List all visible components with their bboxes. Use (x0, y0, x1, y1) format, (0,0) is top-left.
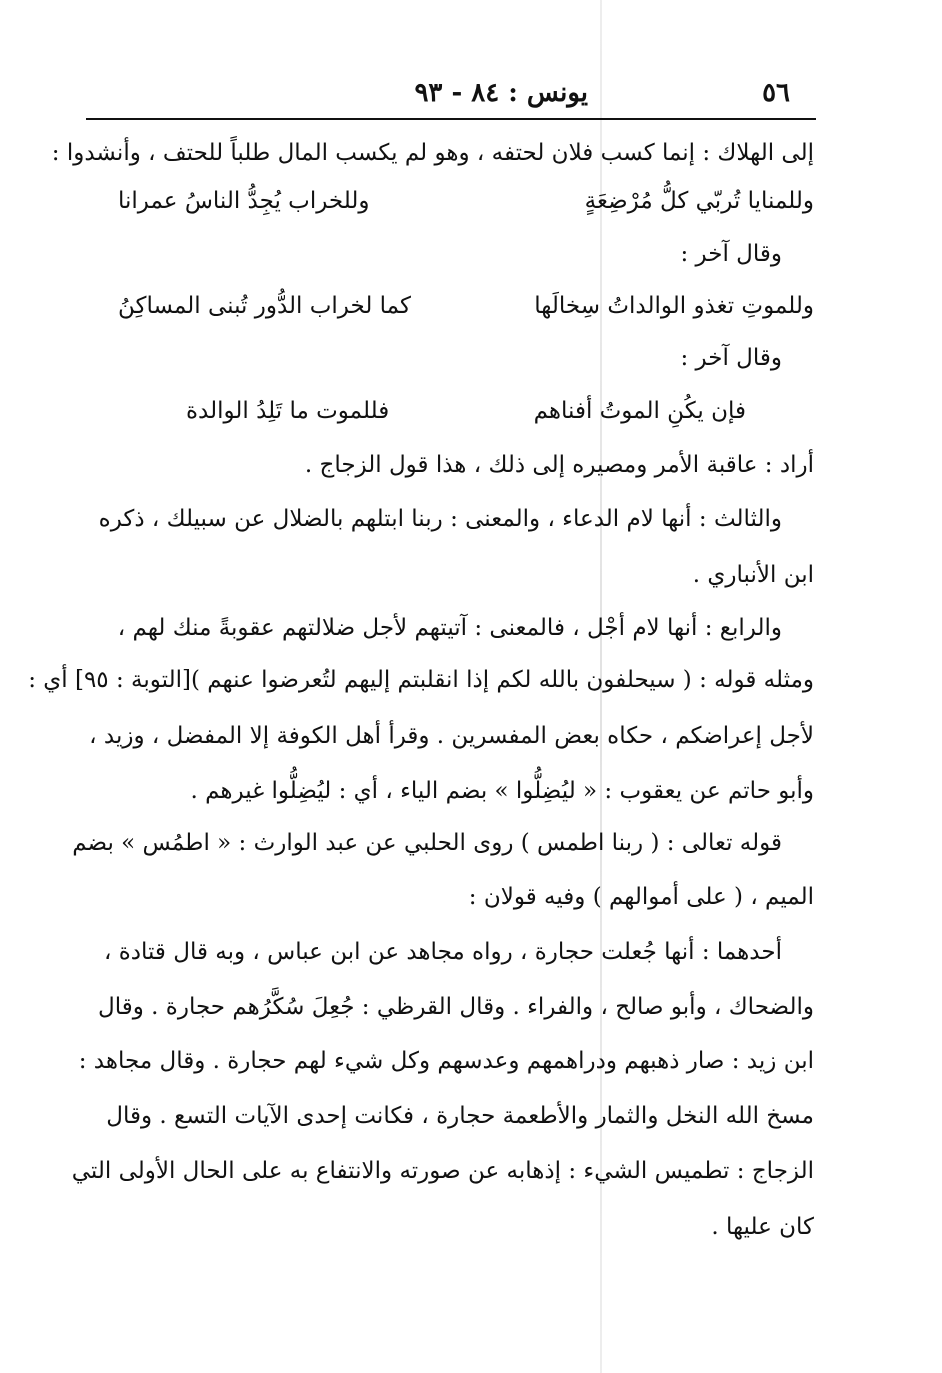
verse (186, 398, 746, 434)
body-line: إلى الهلاك : إنما كسب فلان لحتفه ، وهو لم يكسب المال طلباً للحتف ، وأنشدوا : (51, 140, 814, 166)
body-line: لأجل إعراضكم ، حكاه بعض المفسرين . وقرأ أهل الكوفة إلا المفضل ، وزيد ، (89, 723, 814, 749)
verse-first-hemistich: وللمنايا تُربّي كلُّ مُرْضِعَةٍ (584, 188, 814, 214)
body-line: والرابع : أنها لام أجْل ، فالمعنى : آتيتهم لأجل ضلالتهم عقوبةً منك لهم ، (117, 615, 782, 641)
verse-second-hemistich: فللموت ما تَلِدُ الوالدة (186, 398, 390, 424)
body-line: ومثله قوله : ( سيحلفون بالله لكم إذا انقلبتم إليهم لتُعرضوا عنهم )[التوبة : ٩٥] أي : (28, 667, 814, 693)
body-line: الميم ، ( على أموالهم ) وفيه قولان : (468, 884, 814, 910)
verse-second-hemistich: كما لخراب الدُّور تُبنى المساكِنُ (118, 293, 411, 319)
body-line: مسخ الله النخل والثمار والأطعمة حجارة ، فكانت إحدى الآيات التسع . وقال (106, 1103, 814, 1129)
body-line: والثالث : أنها لام الدعاء ، والمعنى : ربنا ابتلهم بالضلال عن سبيلك ، ذكره (98, 506, 782, 532)
body-line: كان عليها . (711, 1214, 814, 1240)
body-line: أحدهما : أنها جُعلت حجارة ، رواه مجاهد عن ابن عباس ، وبه قال قتادة ، (103, 939, 782, 965)
verse (118, 293, 814, 329)
body-line: قوله تعالى : ( ربنا اطمس ) روى الحلبي عن عبد الوارث : « اطمُس » بضم (72, 830, 782, 856)
body-line: أراد : عاقبة الأمر ومصيره إلى ذلك ، هذا قول الزجاج . (304, 452, 814, 478)
body-line: والضحاك ، وأبو صالح ، والفراء . وقال القرظي : جُعِلَ سُكَّرُهم حجارة . وقال (98, 994, 814, 1020)
verse-first-hemistich: وللموتِ تغذو الوالداتُ سِخالَها (534, 293, 814, 319)
verse-second-hemistich: وللخراب يُجِدُّ الناسُ عمرانا (118, 188, 370, 214)
verse-first-hemistich: فإن يكُنِ الموتُ أفناهم (533, 398, 746, 424)
body-line: ابن الأنباري . (692, 562, 814, 588)
page-header (86, 70, 816, 116)
verse (118, 188, 814, 224)
page-number: ٥٦ (762, 78, 790, 108)
body-line: وقال آخر : (680, 241, 782, 267)
body-line: وقال آخر : (680, 345, 782, 371)
body-line: ابن زيد : صار ذهبهم ودراهمهم وعدسهم وكل شيء لهم حجارة . وقال مجاهد : (78, 1048, 814, 1074)
body-line: الزجاج : تطميس الشيء : إذهابه عن صورته والانتفاع به على الحال الأولى التي (71, 1158, 814, 1184)
body-line: وأبو حاتم عن يعقوب : « ليُضِلُّوا » بضم الياء ، أي : ليُضِلُّوا غيرهم . (190, 778, 814, 804)
header-rule (86, 118, 816, 120)
running-title: يونس : ٨٤ - ٩٣ (414, 78, 588, 108)
